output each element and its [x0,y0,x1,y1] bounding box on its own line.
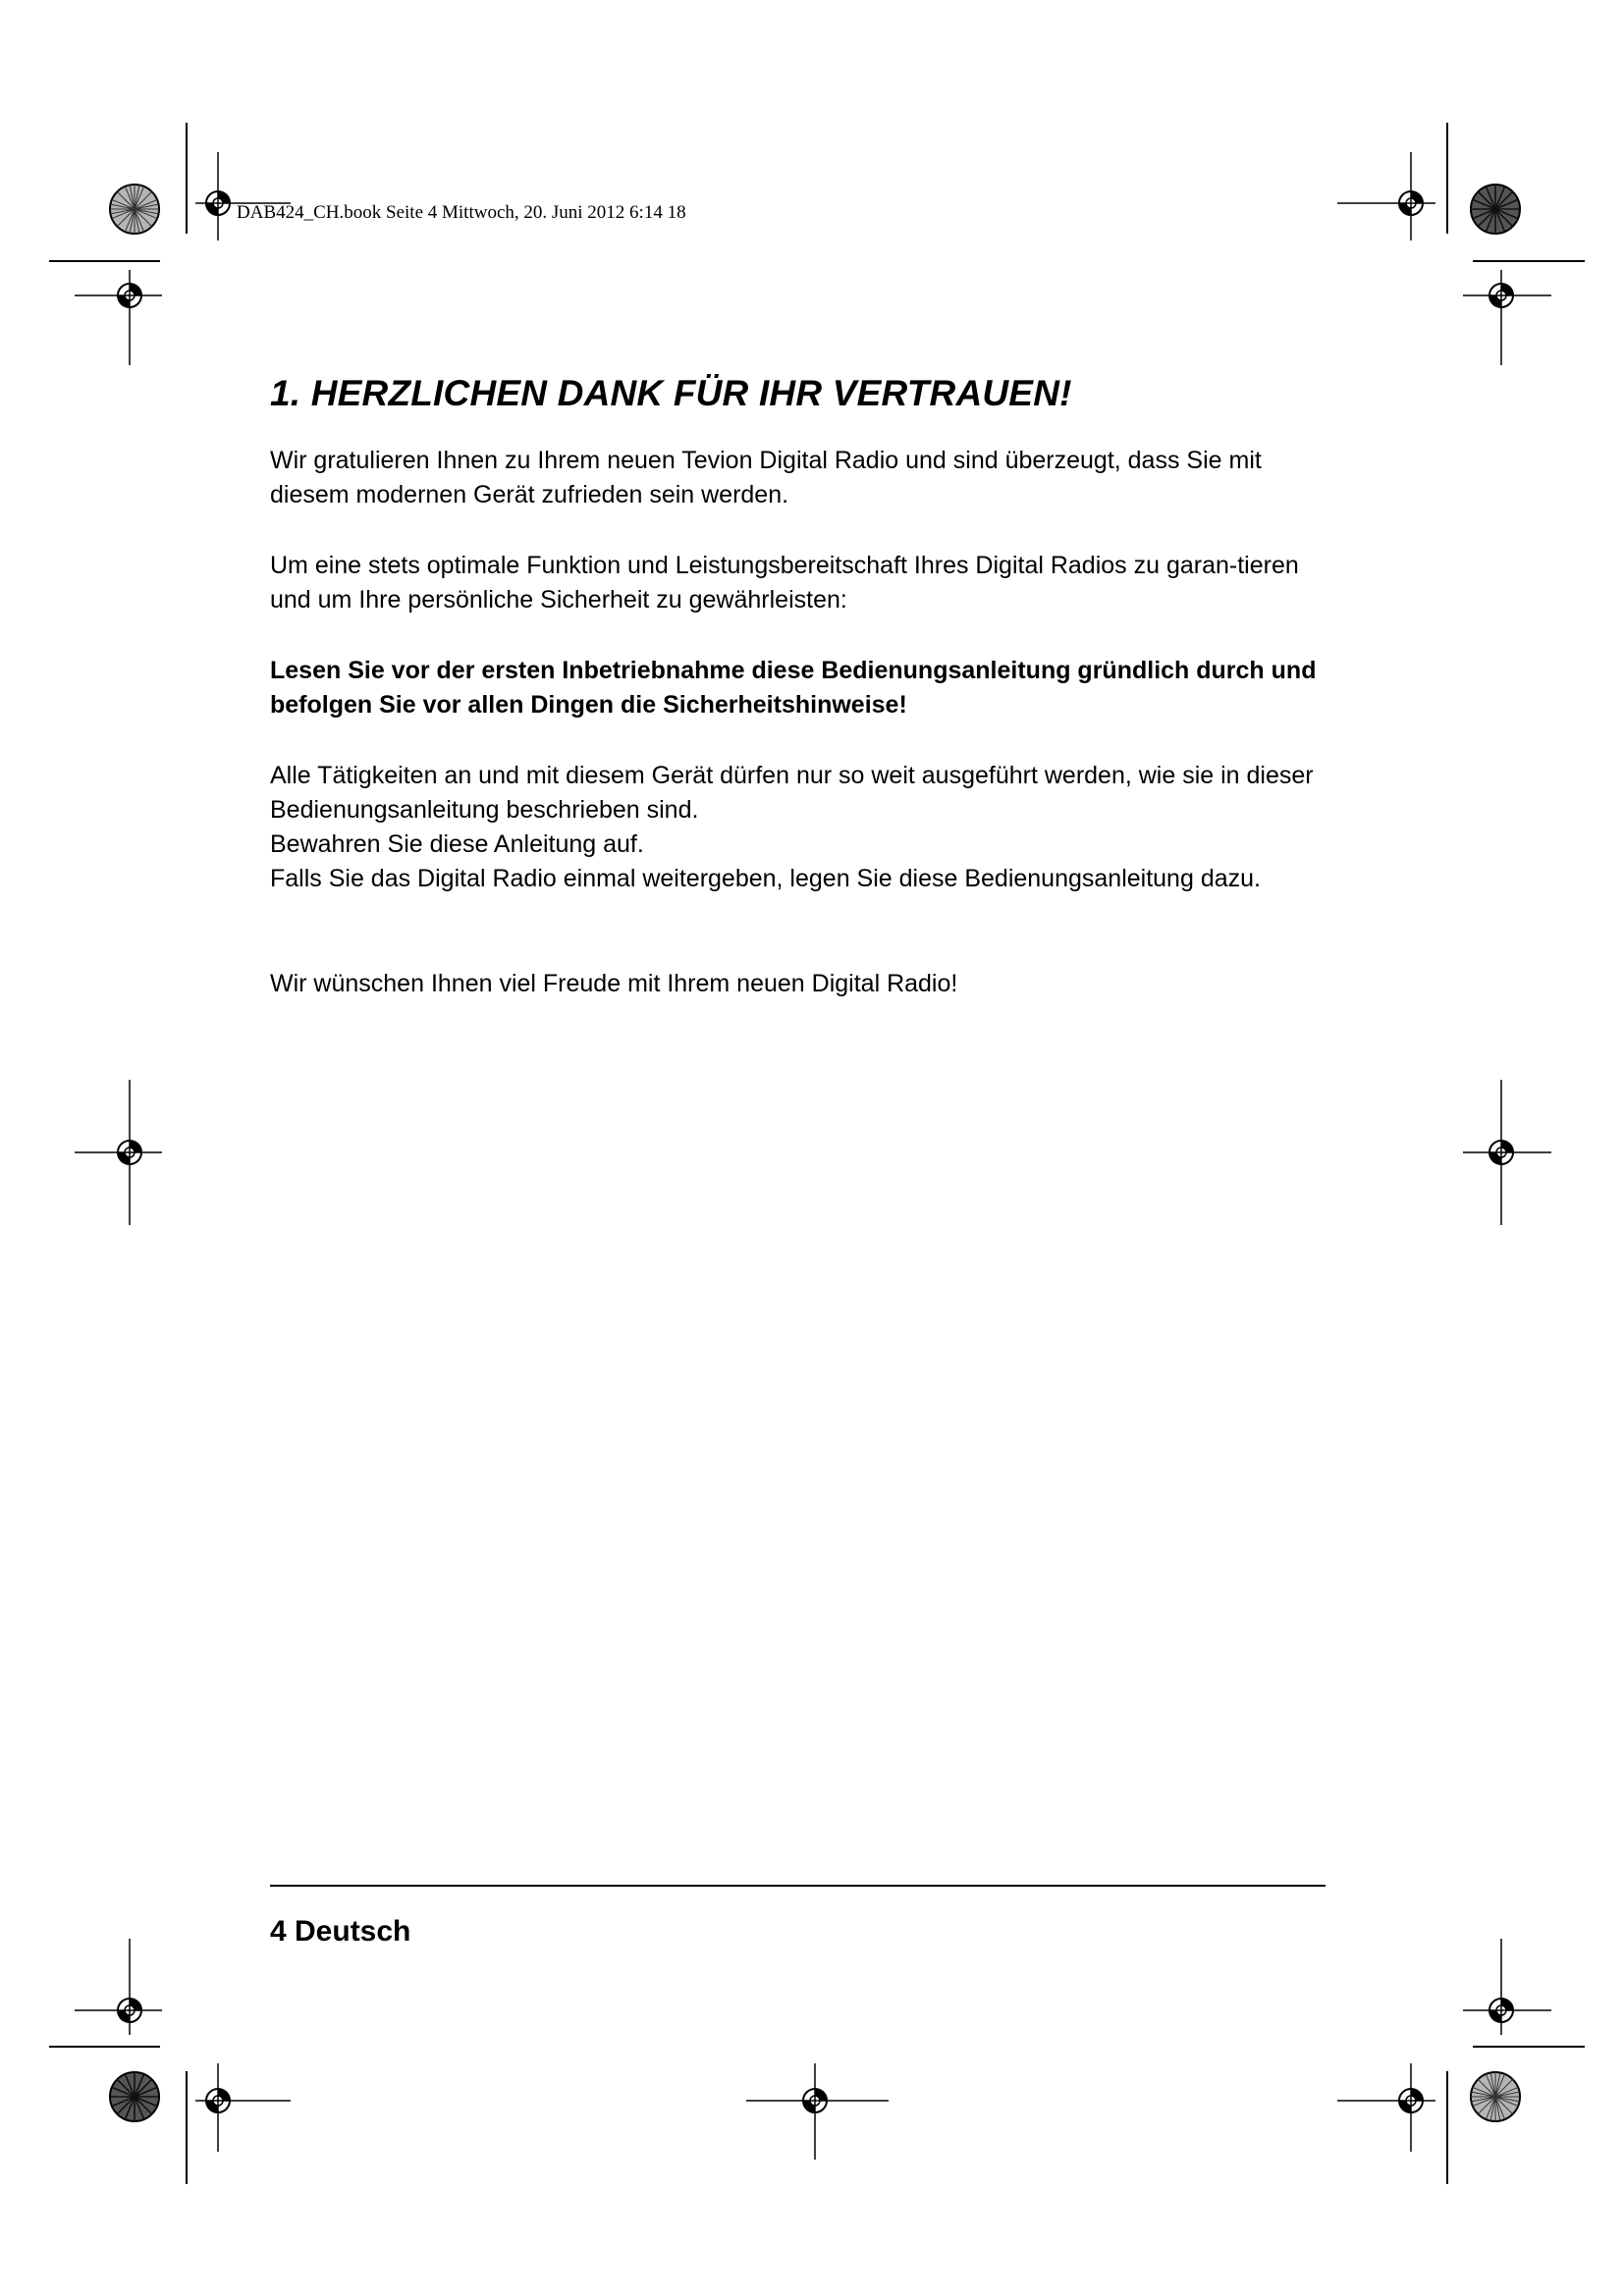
main-content [270,373,1326,1001]
footer-divider [270,1885,1326,1887]
paragraph-activities: Alle Tätigkeiten an und mit diesem Gerät dürfen nur so weit ausgeführt werden, wie sie in dieser Bedienungsanleitung beschrieben sind. [270,762,1314,824]
paragraph-function-guarantee: Um eine stets optimale Funktion und Leistungsbereitschaft Ihres Digital Radios zu garan-tieren und um Ihre persönliche Sicherheit zu gewährleisten: [270,552,1299,614]
paragraph-closing-wish: Wir wünschen Ihnen viel Freude mit Ihrem neuen Digital Radio! [270,970,958,997]
paragraph-pass-on: Falls Sie das Digital Radio einmal weitergeben, legen Sie diese Bedienungsanleitung dazu. [270,865,1261,892]
page-title: 1. HERZLICHEN DANK FÜR IHR VERTRAUEN! [270,373,1072,413]
print-info-header: DAB424_CH.book Seite 4 Mittwoch, 20. Juni 2012 6:14 18 [237,202,686,223]
page-number-label: 4 Deutsch [270,1915,411,1948]
paragraph-safety-notice: Lesen Sie vor der ersten Inbetriebnahme diese Bedienungsanleitung gründlich durch und befolgen Sie vor allen Dingen die Sicherheitshinweise! [270,657,1317,719]
paragraph-keep-manual: Bewahren Sie diese Anleitung auf. [270,830,644,858]
paragraph-congratulations: Wir gratulieren Ihnen zu Ihrem neuen Tevion Digital Radio und sind überzeugt, dass Sie mit diesem modernen Gerät zufrieden sein werden. [270,447,1262,508]
